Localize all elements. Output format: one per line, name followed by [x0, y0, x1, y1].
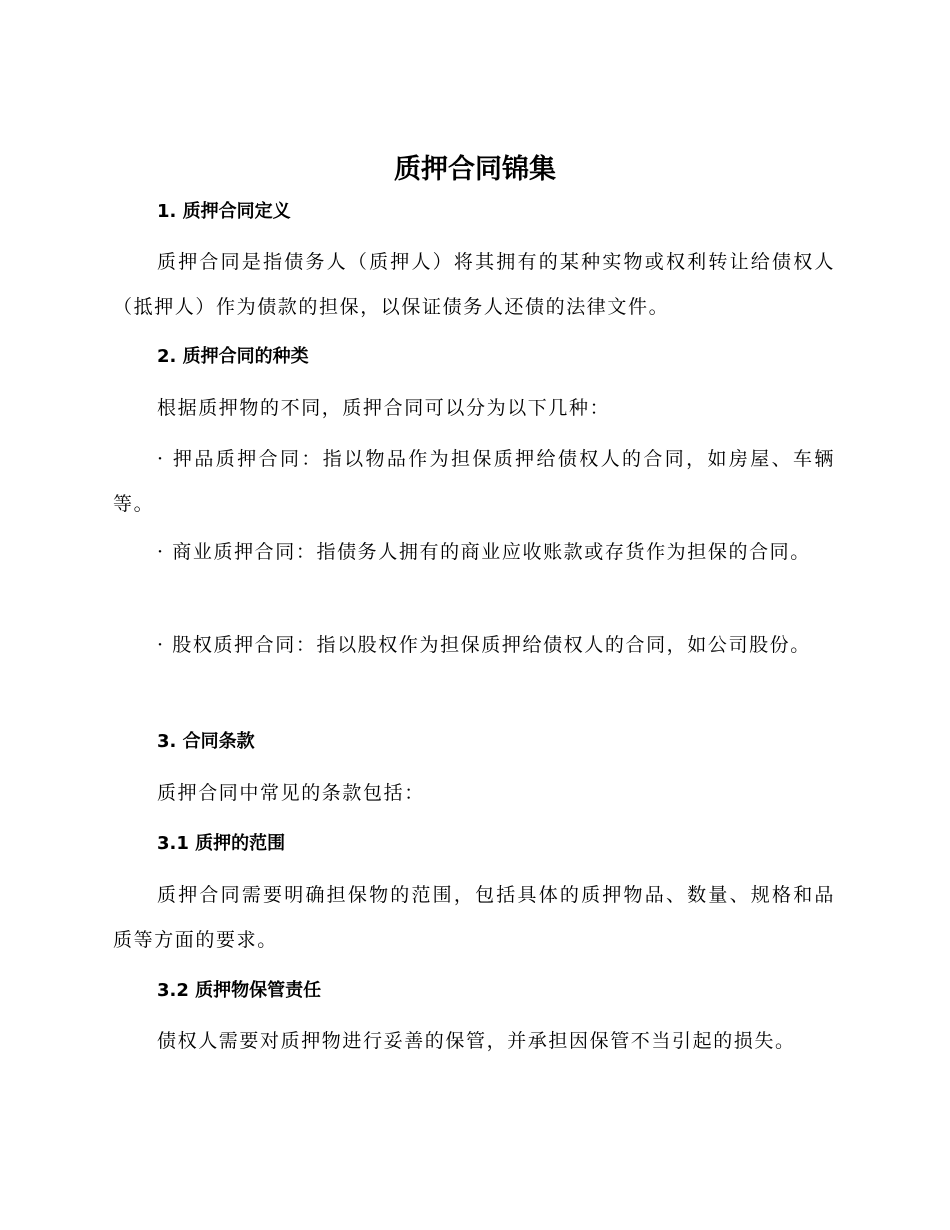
list-item-equity-pledge: · 股权质押合同：指以股权作为担保质押给债权人的合同，如公司股份。 [157, 634, 811, 656]
paragraph-definition: 质押合同是指债务人（质押人）将其拥有的某种实物或权利转让给债权人（抵押人）作为债款的担保，以保证债务人还债的法律文件。 [113, 251, 835, 318]
section-heading-definition: 1. 质押合同定义 [157, 201, 291, 222]
list-item-pledge-goods: · 押品质押合同：指以物品作为担保质押给债权人的合同，如房屋、车辆等。 [113, 448, 835, 515]
subsection-heading-custody: 3.2 质押物保管责任 [157, 980, 322, 1001]
subsection-heading-scope: 3.1 质押的范围 [157, 833, 286, 854]
paragraph-types-intro: 根据质押物的不同，质押合同可以分为以下几种： [157, 397, 611, 419]
section-heading-types: 2. 质押合同的种类 [157, 346, 309, 367]
list-item-commercial-pledge: · 商业质押合同：指债务人拥有的商业应收账款或存货作为担保的合同。 [157, 541, 811, 563]
paragraph-scope: 质押合同需要明确担保物的范围，包括具体的质押物品、数量、规格和品质等方面的要求。 [113, 884, 835, 951]
document-title: 质押合同锦集 [394, 154, 556, 185]
paragraph-custody: 债权人需要对质押物进行妥善的保管，并承担因保管不当引起的损失。 [157, 1030, 796, 1052]
section-heading-clauses: 3. 合同条款 [157, 731, 255, 752]
paragraph-clauses-intro: 质押合同中常见的条款包括： [157, 782, 425, 804]
